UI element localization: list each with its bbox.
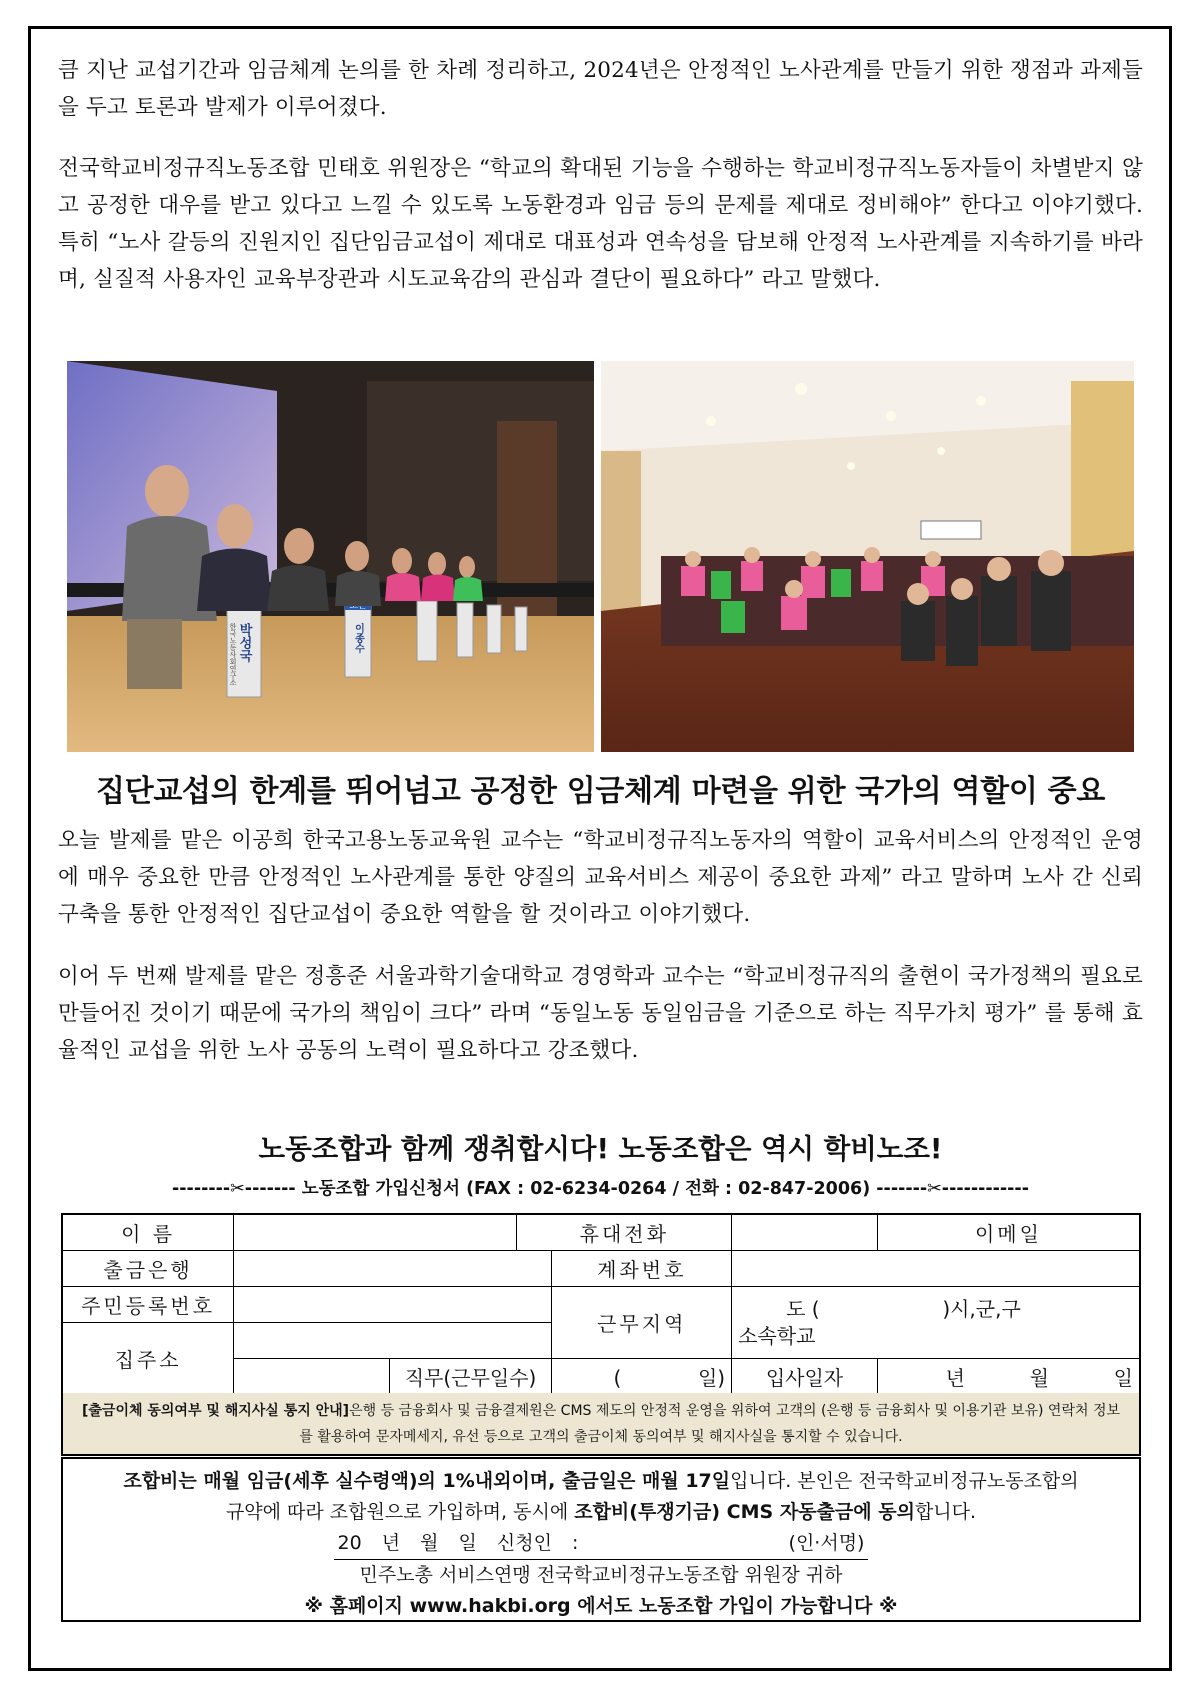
rrn-field[interactable] <box>234 1287 552 1323</box>
membership-form <box>61 1213 1141 1396</box>
cms-consent: 조합비(투쟁기금) CMS 자동출금에 동의 <box>574 1501 915 1523</box>
dues-info-rest: 입니다. 본인은 전국학교비정규노동조합의 <box>730 1470 1079 1492</box>
email-label: 이메일 <box>877 1214 1140 1251</box>
account-field[interactable] <box>732 1251 1140 1287</box>
days-field[interactable] <box>552 1359 732 1396</box>
school-label: 소속학교 <box>738 1323 816 1348</box>
mobile-field[interactable] <box>732 1214 878 1251</box>
dues-info: 조합비는 매월 임금(세후 실수령액)의 1%내외이며, 출금일은 매월 17일 <box>123 1470 731 1492</box>
application-date-signature[interactable] <box>334 1528 869 1560</box>
addressee: 민주노총 서비스연맹 전국학교비정규노동조합 위원장 귀하 <box>359 1564 843 1586</box>
panel-discussion-photo <box>67 361 594 752</box>
article-paragraph-1: 큼 지난 교섭기간과 임금체계 논의를 한 차례 정리하고, 2024년은 안정적인 노사관계를 만들기 위한 쟁점과 과제들을 두고 토론과 발제가 이루어졌다. <box>58 58 1143 120</box>
join-date-field[interactable] <box>877 1359 1140 1396</box>
days-close: 일) <box>697 1366 726 1390</box>
region-do: 도 ( <box>786 1296 820 1321</box>
address-field-1[interactable] <box>234 1323 552 1359</box>
join-date-label: 입사일자 <box>732 1359 878 1396</box>
name-label: 이 름 <box>62 1214 234 1251</box>
rrn-label: 주민등록번호 <box>62 1287 234 1323</box>
article-paragraph-4: 이어 두 번째 발제를 맡은 정흥준 서울과학기술대학교 경영학과 교수는 “학교비정규직의 출현이 국가정책의 필요로 만들어진 것이기 때문에 국가의 책임이 크다” 라며 “동일노동 동일임금을 기준으로 하는 직무가치 평가” 를 통해 효율적인 교섭을 위한 노사 공동의 노력이 필요하다고 강조했다. <box>58 964 1143 1063</box>
sign-label: (인·서명) <box>788 1532 865 1554</box>
union-slogan: 노동조합과 함께 쟁취합시다! 노동조합은 역시 학비노조! <box>258 1133 943 1165</box>
bank-label: 출금은행 <box>62 1251 234 1287</box>
bank-field[interactable] <box>234 1251 552 1287</box>
application-cut-line: --------✂------- 노동조합 가입신청서 (FAX : 02-6234-0264 / 전화 : 02-847-2006) -------✂------------ <box>172 1179 1029 1199</box>
nameplate-org-1: 한국노동사회연구소 <box>229 623 237 686</box>
homepage-notice: ※ 홈페이지 www.hakbi.org 에서도 노동조합 가입이 가능합니다 ※ <box>304 1595 898 1617</box>
consent-text-a: 규약에 따라 조합원으로 가입하며, 동시에 <box>225 1501 569 1523</box>
job-label: 직무(근무일수) <box>389 1359 552 1396</box>
address-label: 집주소 <box>62 1323 234 1396</box>
account-label: 계좌번호 <box>552 1251 732 1287</box>
notice-body: 은행 등 금융회사 및 금융결제원은 CMS 제도의 안정적 운영을 위하여 고객의 (은행 등 금융회사 및 이용기관 보유) 연락처 정보를 활용하여 문자메세지, 유선 등으로 고객의 출금이체 동의여부 및 해지사실을 통지할 수 있습니다. <box>299 1403 1120 1445</box>
notice-title: [출금이체 동의여부 및 해지사실 통지 안내] <box>82 1403 350 1419</box>
month-label: 월 <box>1029 1366 1049 1390</box>
audience-photo <box>601 361 1134 752</box>
cms-notice <box>61 1393 1141 1456</box>
date-line: 20 년 월 일 신청인 : <box>337 1532 579 1554</box>
nameplate-name-1: 박성국 <box>236 623 252 662</box>
section-headline: 집단교섭의 한계를 뛰어넘고 공정한 임금체계 마련을 위한 국가의 역할이 중요 <box>95 774 1106 809</box>
region-si: )시,군,구 <box>942 1296 1021 1321</box>
day-label: 일 <box>1113 1366 1133 1390</box>
consent-text-b: 합니다. <box>914 1501 977 1523</box>
address-field-2[interactable] <box>234 1359 390 1396</box>
article-paragraph-3: 오늘 발제를 맡은 이공희 한국고용노동교육원 교수는 “학교비정규직노동자의 역할이 교육서비스의 안정적인 운영에 매우 중요한 만큼 안정적인 노사관계를 통한 양질의 교육서비스 제공이 중요한 과제” 라고 말하며 노사 간 신뢰 구축을 통한 안정적인 집단교섭이 중요한 역할을 할 것이라고 이야기했다. <box>58 828 1143 927</box>
mobile-label: 휴대전화 <box>517 1214 732 1251</box>
name-field[interactable] <box>234 1214 517 1251</box>
nameplate-name-2: 이종수 <box>352 623 364 653</box>
work-region-field[interactable] <box>732 1287 1140 1359</box>
work-region-label: 근무지역 <box>552 1287 732 1359</box>
days-open: ( <box>613 1366 622 1390</box>
consent-box <box>61 1457 1141 1622</box>
year-label: 년 <box>945 1366 965 1390</box>
article-paragraph-2: 전국학교비정규직노동조합 민태호 위원장은 “학교의 확대된 기능을 수행하는 학교비정규직노동자들이 차별받지 않고 공정한 대우를 받고 있다고 느낄 수 있도록 노동환경과 임금 등의 문제를 제대로 정비해야” 한다고 이야기했다. 특히 “노사 갈등의 진원지인 집단임금교섭이 제대로 대표성과 연속성을 담보해 안정적 노사관계를 지속하기를 바라며, 실질적 사용자인 교육부장관과 시도교육감의 관심과 결단이 필요하다” 라고 말했다. <box>58 156 1143 292</box>
